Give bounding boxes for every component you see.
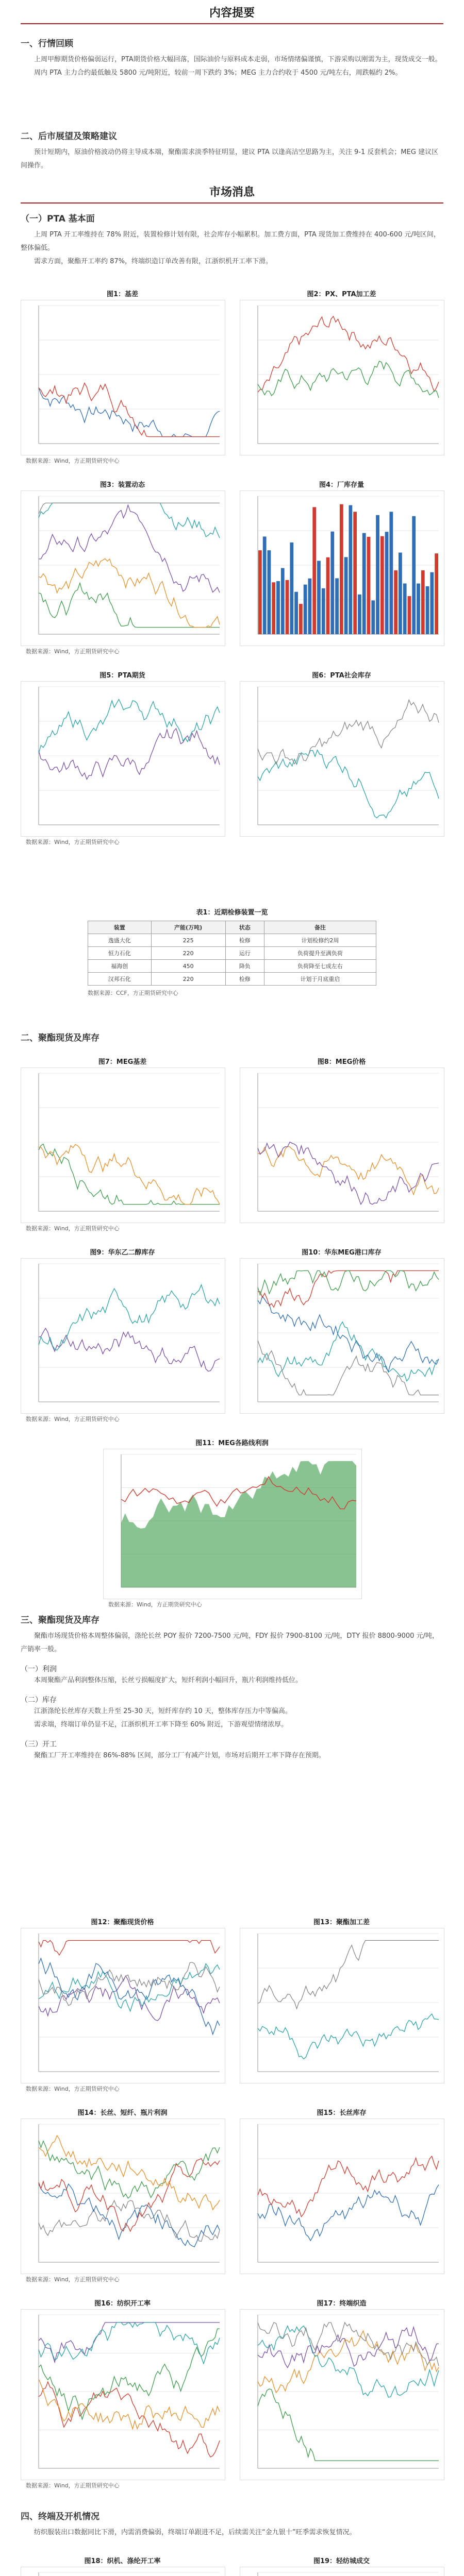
table-cell: 负荷提升至满负荷 bbox=[264, 947, 376, 960]
bar bbox=[408, 596, 411, 634]
line-series bbox=[39, 728, 220, 779]
polyester-paragraph-3: 江浙涤纶长丝库存天数上升至 25-30 天，短纤库存约 10 天，整体库存压力中等偏高。 bbox=[34, 1707, 292, 1715]
bar bbox=[430, 572, 434, 634]
section-1-title: 一、行情回顾 bbox=[21, 39, 73, 49]
bar bbox=[376, 515, 379, 634]
chart-svg bbox=[21, 491, 225, 646]
bar bbox=[317, 561, 321, 634]
pta-section bbox=[0, 211, 464, 268]
figure-chart bbox=[240, 2119, 444, 2274]
polyester-section bbox=[0, 1613, 464, 1762]
bar bbox=[349, 505, 353, 634]
bar bbox=[299, 604, 303, 634]
figure-chart bbox=[240, 300, 444, 455]
section-1-paragraph-1: 上周甲醇期货价格偏弱运行，PTA期货价格大幅回落，国际油价与原料成本走弱，市场情绪偏谨慎，下游采购以刚需为主，现货成交一般。 bbox=[34, 56, 442, 63]
figure-caption: 图15：长丝库存 bbox=[317, 2109, 367, 2117]
line-series bbox=[39, 699, 220, 753]
table-cell: 检修 bbox=[225, 973, 264, 986]
figure-chart bbox=[240, 681, 444, 837]
area-series bbox=[121, 1461, 356, 1587]
summary-header bbox=[0, 4, 464, 24]
line-series bbox=[39, 2159, 220, 2231]
figure-chart bbox=[21, 1258, 225, 1414]
figure-caption: 图5：PTA期货 bbox=[100, 672, 145, 680]
table-cell: 450 bbox=[151, 960, 225, 973]
table-cell: 汉邦石化 bbox=[88, 973, 152, 986]
bar bbox=[330, 532, 334, 634]
bar bbox=[367, 537, 371, 634]
line-series bbox=[39, 1940, 220, 1955]
line-series bbox=[258, 2156, 439, 2216]
figure-caption: 图11：MEG各路线利润 bbox=[195, 1439, 269, 1447]
bar bbox=[353, 512, 357, 634]
table-header-cell: 备注 bbox=[264, 921, 376, 934]
bar bbox=[380, 536, 384, 634]
bar bbox=[403, 583, 407, 634]
figure-chart bbox=[240, 2567, 444, 2576]
line-series bbox=[258, 2014, 439, 2059]
bar bbox=[335, 578, 339, 634]
bar bbox=[362, 533, 366, 634]
chart-svg bbox=[21, 1068, 225, 1223]
line-series bbox=[258, 2323, 439, 2366]
bar bbox=[340, 504, 343, 634]
summary-section-1 bbox=[0, 36, 464, 80]
table-cell: 检修 bbox=[225, 934, 264, 947]
figure-caption: 图7：MEG基差 bbox=[98, 1058, 147, 1066]
market-divider bbox=[21, 202, 443, 204]
table-cell: 福海创 bbox=[88, 960, 152, 973]
figure-caption: 图8：MEG价格 bbox=[317, 1058, 366, 1066]
table-row bbox=[88, 934, 376, 947]
polyester-paragraph-2: 本周聚酯产品利润整体压缩，长丝亏损幅度扩大，短纤利润小幅回升，瓶片利润维持低位。 bbox=[34, 1676, 303, 1684]
bar bbox=[394, 570, 397, 634]
figure-source: 数据来源：Wind，方正期货研究中心 bbox=[26, 1416, 120, 1422]
line-series bbox=[258, 1341, 439, 1395]
line-series bbox=[39, 2200, 220, 2241]
line-series bbox=[258, 2326, 439, 2398]
table-body bbox=[88, 934, 376, 986]
line-series bbox=[39, 2323, 220, 2362]
bar bbox=[326, 557, 330, 634]
table-header-cell: 产能(万吨) bbox=[151, 921, 225, 934]
line-series bbox=[39, 1144, 220, 1205]
figure-chart bbox=[21, 681, 225, 837]
section-1-paragraph-2: 周内 PTA 主力合约最低触及 5800 元/吨附近，较前一周下跌约 3%；MEG 主力合约收于 4500 元/吨左右，周跌幅约 2%。 bbox=[34, 69, 402, 77]
meg-section bbox=[0, 1030, 464, 1043]
line-series bbox=[258, 1940, 439, 2008]
bar bbox=[304, 585, 307, 634]
chart-svg bbox=[240, 1928, 444, 2083]
bar bbox=[421, 570, 425, 634]
figure-source: 数据来源：Wind，方正期货研究中心 bbox=[108, 1601, 202, 1608]
pta-paragraph-2: 需求方面，聚酯开工率约 87%，终端织造订单改善有限，江浙织机开工率下滑。 bbox=[34, 258, 273, 265]
line-series bbox=[39, 1976, 220, 2021]
figure-caption: 图19：轻纺城成交 bbox=[313, 2557, 370, 2565]
line-series bbox=[258, 1270, 439, 1307]
bar bbox=[371, 600, 375, 634]
line-series bbox=[39, 558, 220, 627]
figure-chart bbox=[21, 1928, 225, 2083]
polyester-paragraph-4: 需求端，终端订单仍显不足，江浙织机开工率下降至 60% 附近，下游观望情绪浓厚。 bbox=[34, 1721, 288, 1728]
figure-caption: 图2：PX、PTA加工差 bbox=[307, 291, 376, 298]
line-series bbox=[39, 383, 220, 437]
figure-chart bbox=[240, 1067, 444, 1223]
section-4-title: 四、终端及开机情况 bbox=[21, 2512, 100, 2522]
table-cell: 计划检修约2周 bbox=[264, 934, 376, 947]
table-header-cell: 状态 bbox=[225, 921, 264, 934]
chart-svg bbox=[104, 1449, 361, 1599]
bar bbox=[389, 512, 393, 634]
section-4-paragraph-1: 纺织服装出口数据同比下滑，内需消费偏弱，终端订单跟进不足，后续需关注“金九银十”旺季需求恢复情况。 bbox=[34, 2529, 356, 2536]
line-series bbox=[39, 1144, 220, 1204]
bar bbox=[286, 580, 289, 634]
figure-caption: 图17：终端织造 bbox=[317, 2300, 367, 2308]
figure-caption: 图9：华东乙二醇库存 bbox=[90, 1249, 155, 1257]
figure-caption: 图13：聚酯加工差 bbox=[313, 1919, 370, 1926]
bar bbox=[426, 586, 429, 634]
chart-svg bbox=[240, 1259, 444, 1413]
table-cell: 计划于月底重启 bbox=[264, 973, 376, 986]
figure-source: 数据来源：Wind，方正期货研究中心 bbox=[26, 2482, 120, 2489]
line-series bbox=[39, 2329, 220, 2419]
pta-section-title: （一）PTA 基本面 bbox=[21, 214, 95, 224]
table-row bbox=[88, 960, 376, 973]
figure-source: 数据来源：Wind，方正期货研究中心 bbox=[26, 1225, 120, 1232]
chart-svg bbox=[240, 1068, 444, 1223]
figure-chart bbox=[21, 1067, 225, 1223]
bar bbox=[385, 532, 389, 634]
figure-caption: 图4：厂库存量 bbox=[319, 481, 364, 489]
chart-svg bbox=[240, 2567, 444, 2576]
bar bbox=[268, 550, 271, 634]
line-series bbox=[258, 750, 439, 818]
chart-svg bbox=[21, 2567, 225, 2576]
chart-svg bbox=[240, 2310, 444, 2480]
figure-source: 数据来源：Wind，方正期货研究中心 bbox=[26, 648, 120, 655]
figure-source: 数据来源：Wind，方正期货研究中心 bbox=[26, 2086, 120, 2092]
bar bbox=[272, 582, 275, 634]
table-cell: 负荷降至七成左右 bbox=[264, 960, 376, 973]
market-title: 市场消息 bbox=[209, 186, 255, 199]
bar bbox=[435, 553, 438, 634]
line-series bbox=[258, 1146, 439, 1195]
table-cell: 220 bbox=[151, 947, 225, 960]
figure-chart bbox=[240, 2309, 444, 2480]
bar bbox=[344, 557, 348, 634]
table-1-source: 数据来源：CCF，方正期货研究中心 bbox=[88, 990, 178, 996]
figure-source: 数据来源：Wind，方正期货研究中心 bbox=[26, 2276, 120, 2283]
market-header bbox=[0, 183, 464, 204]
bar bbox=[281, 568, 285, 634]
table-cell: 运行 bbox=[225, 947, 264, 960]
figure-caption: 图10：华东MEG港口库存 bbox=[302, 1249, 382, 1257]
table-row bbox=[88, 973, 376, 986]
figure-caption: 图1：基差 bbox=[106, 291, 139, 298]
line-series bbox=[39, 1328, 220, 1371]
table-1-title: 表1：近期检修装置一览 bbox=[196, 909, 268, 917]
bar bbox=[358, 595, 361, 634]
header-divider bbox=[21, 23, 443, 24]
line-series bbox=[39, 1958, 220, 2035]
table-cell: 逸盛大化 bbox=[88, 934, 152, 947]
table-row bbox=[88, 947, 376, 960]
bar bbox=[312, 507, 316, 634]
chart-svg bbox=[21, 2310, 225, 2480]
table-cell: 恒力石化 bbox=[88, 947, 152, 960]
bar bbox=[263, 536, 267, 634]
line-series bbox=[258, 700, 439, 764]
line-series bbox=[39, 2379, 220, 2429]
bar bbox=[412, 516, 416, 634]
chart-svg bbox=[240, 300, 444, 455]
table-cell: 225 bbox=[151, 934, 225, 947]
line-series bbox=[39, 583, 220, 628]
section-2-paragraph-1: 预计短期内，原油价格波动仍将主导成本端，聚酯需求淡季特征明显，建议 PTA 以逢高沽空思路为主，关注 9-1 反套机会；MEG 建议区间操作。 bbox=[21, 148, 439, 170]
chart-svg bbox=[21, 300, 225, 455]
figure-chart bbox=[103, 1449, 362, 1599]
figure-caption: 图14：长丝、短纤、瓶片利润 bbox=[77, 2109, 168, 2117]
line-series bbox=[39, 1285, 220, 1350]
bar bbox=[294, 592, 298, 634]
figure-caption: 图6：PTA社会库存 bbox=[312, 672, 371, 680]
bar bbox=[276, 581, 280, 634]
table-cell: 降负 bbox=[225, 960, 264, 973]
figure-caption: 图3：装置动态 bbox=[100, 481, 145, 489]
table-header-row bbox=[88, 921, 376, 934]
figure-chart bbox=[240, 1258, 444, 1414]
section-2-title: 二、后市展望及策略建议 bbox=[21, 131, 117, 142]
figure-source: 数据来源：Wind，方正期货研究中心 bbox=[26, 457, 120, 464]
figure-chart bbox=[21, 2309, 225, 2480]
figure-caption: 图12：聚酯现货价格 bbox=[91, 1919, 154, 1926]
polyester-section-title: 三、聚酯现货及库存 bbox=[21, 1615, 100, 1625]
summary-title: 内容提要 bbox=[209, 7, 255, 20]
table-header-cell: 装置 bbox=[88, 921, 152, 934]
bar bbox=[308, 579, 312, 634]
table-cell: 220 bbox=[151, 973, 225, 986]
chart-svg bbox=[240, 491, 444, 646]
figure-caption: 图16：纺织开工率 bbox=[94, 2300, 151, 2308]
chart-svg bbox=[21, 1928, 225, 2083]
bar bbox=[417, 584, 420, 634]
line-series bbox=[258, 361, 439, 398]
chart-svg bbox=[21, 1259, 225, 1413]
line-series bbox=[258, 1322, 439, 1381]
figure-caption: 图18：织机、涤纶开工率 bbox=[84, 2557, 161, 2565]
polyester-sub-2: （二）库存 bbox=[21, 1696, 57, 1704]
bar bbox=[290, 543, 293, 634]
figure-chart bbox=[240, 490, 444, 646]
polyester-paragraph-5: 聚酯工厂开工率维持在 86%-88% 区间，部分工厂有减产计划，市场对后期开工率下降存在预期。 bbox=[34, 1752, 325, 1759]
bar bbox=[258, 550, 262, 634]
figure-source: 数据来源：Wind，方正期货研究中心 bbox=[26, 839, 120, 845]
line-series bbox=[258, 2389, 439, 2461]
meg-section-title: 二、聚酯现货及库存 bbox=[21, 1033, 100, 1043]
line-series bbox=[258, 316, 439, 392]
line-series bbox=[39, 2141, 220, 2198]
maintenance-table bbox=[88, 921, 376, 986]
figure-chart bbox=[21, 2119, 225, 2274]
chart-svg bbox=[240, 2119, 444, 2274]
polyester-paragraph-1: 聚酯市场现货价格本周整体偏弱，涤纶长丝 POY 报价 7200-7500 元/吨，FDY 报价 7900-8100 元/吨，DTY 报价 8800-9000 元/吨，产销率一般。 bbox=[21, 1632, 439, 1653]
line-series bbox=[39, 387, 220, 436]
figure-chart bbox=[240, 1928, 444, 2083]
figure-chart bbox=[21, 2567, 225, 2576]
table-1-block bbox=[0, 907, 464, 997]
line-series bbox=[39, 1964, 220, 2011]
line-series bbox=[39, 505, 220, 592]
polyester-sub-3: （三）开工 bbox=[21, 1740, 57, 1749]
figure-chart bbox=[21, 300, 225, 455]
chart-svg bbox=[21, 2119, 225, 2274]
section-4 bbox=[0, 2509, 464, 2539]
line-series bbox=[258, 1270, 439, 1295]
pta-paragraph-1: 上周 PTA 开工率维持在 78% 附近，装置检修计划有限，社会库存小幅累积。加工费方面，PTA 现货加工费维持在 400-600 元/吨区间，整体偏低。 bbox=[21, 231, 440, 252]
chart-svg bbox=[21, 682, 225, 836]
bar bbox=[399, 553, 402, 634]
chart-svg bbox=[240, 682, 444, 836]
line-series bbox=[258, 1296, 439, 1371]
line-series bbox=[258, 2331, 439, 2393]
bar bbox=[322, 588, 325, 634]
polyester-sub-1: （一）利润 bbox=[21, 1665, 57, 1673]
line-series bbox=[258, 1142, 439, 1205]
summary-section-2 bbox=[0, 129, 464, 173]
figure-chart bbox=[21, 490, 225, 646]
